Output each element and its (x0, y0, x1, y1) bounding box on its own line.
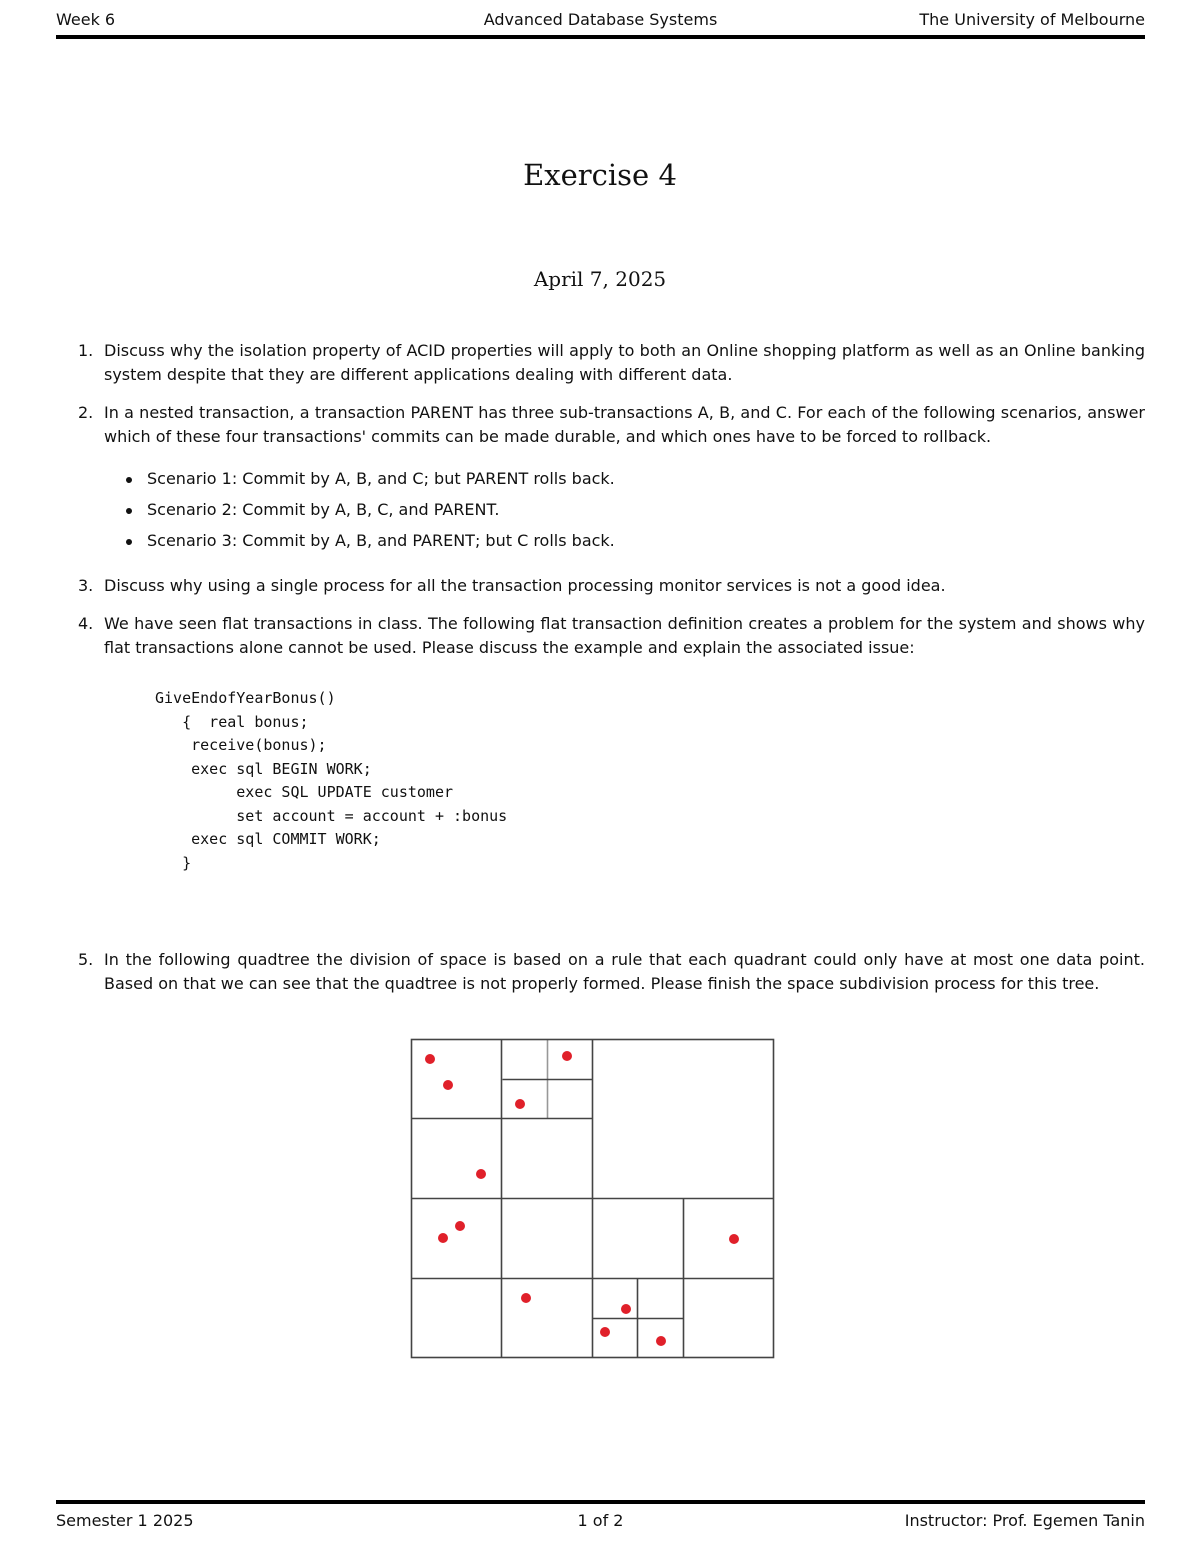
code-line: exec sql COMMIT WORK; (155, 830, 381, 848)
scenario-text: Scenario 1: Commit by A, B, and C; but PARENT rolls back. (147, 469, 615, 488)
data-point (729, 1234, 739, 1244)
data-point (600, 1327, 610, 1337)
question-3 (78, 574, 1145, 598)
data-point (521, 1293, 531, 1303)
bullet-icon (126, 539, 132, 545)
question-text: In a nested transaction, a transaction PARENT has three sub-transactions A, B, and C. For each of the following scenarios, answer which of these four transactions' commits can be made durable, and which ones have to be forced to rollback. (104, 403, 1145, 446)
quadtree-grid (412, 1040, 774, 1358)
question-text: In the following quadtree the division of space is based on a rule that each quadrant could only have at most one data point. Based on that we can see that the quadtree is not properly formed. Please finish the space subdivision process for this tree. (104, 950, 1145, 993)
question-4 (78, 612, 1145, 660)
data-point (425, 1054, 435, 1064)
question-number: 1. (78, 341, 94, 360)
bullet-icon (126, 508, 132, 514)
code-listing (155, 687, 507, 875)
document-title: Exercise 4 (523, 158, 677, 192)
data-point (476, 1169, 486, 1179)
page-footer (56, 1509, 1145, 1533)
data-point (621, 1304, 631, 1314)
scenario-item (126, 467, 615, 491)
data-point (455, 1221, 465, 1231)
code-line: exec sql BEGIN WORK; (155, 759, 372, 778)
document-date: April 7, 2025 (533, 267, 667, 291)
scenario-text: Scenario 2: Commit by A, B, C, and PARENT. (147, 500, 500, 519)
code-line: exec SQL UPDATE customer (155, 783, 454, 801)
quadtree-diagram (405, 1033, 780, 1363)
question-1 (78, 339, 1145, 387)
footer-page-number: 1 of 2 (577, 1511, 624, 1530)
data-point (562, 1051, 572, 1061)
question-text: Discuss why the isolation property of ACID properties will apply to both an Online shopping platform as well as an Online banking system despite that they are different applications dealing with different data. (104, 341, 1145, 384)
code-line: GiveEndofYearBonus() (155, 689, 336, 707)
code-line: set account = account + :bonus (155, 806, 508, 825)
question-5 (78, 948, 1145, 996)
footer-semester: Semester 1 2025 (56, 1511, 194, 1530)
question-number: 2. (78, 403, 94, 422)
data-point (515, 1099, 525, 1109)
code-line: { real bonus; (155, 712, 309, 731)
data-point (656, 1336, 666, 1346)
scenario-item (126, 498, 499, 522)
scenario-item (126, 529, 615, 553)
data-point (443, 1080, 453, 1090)
question-text: We have seen flat transactions in class. The following flat transaction definition creates a problem for the system and shows why flat transactions alone cannot be used. Please discuss the example and explain the associated issue: (104, 614, 1145, 657)
footer-instructor: Instructor: Prof. Egemen Tanin (904, 1511, 1145, 1530)
question-number: 4. (78, 614, 94, 633)
question-text: Discuss why using a single process for all the transaction processing monitor services is not a good idea. (104, 576, 946, 595)
page-header (56, 8, 1145, 32)
code-line: } (155, 853, 192, 872)
header-rule (56, 35, 1145, 39)
question-2 (78, 401, 1145, 449)
bullet-icon (126, 477, 132, 483)
code-line: receive(bonus); (155, 736, 327, 754)
data-point (438, 1233, 448, 1243)
footer-rule (56, 1500, 1145, 1504)
scenario-text: Scenario 3: Commit by A, B, and PARENT; but C rolls back. (147, 531, 615, 550)
question-number: 5. (78, 950, 94, 969)
question-number: 3. (78, 576, 94, 595)
header-course: Advanced Database Systems (483, 10, 718, 29)
header-university: The University of Melbourne (919, 10, 1145, 29)
header-week: Week 6 (56, 10, 116, 29)
